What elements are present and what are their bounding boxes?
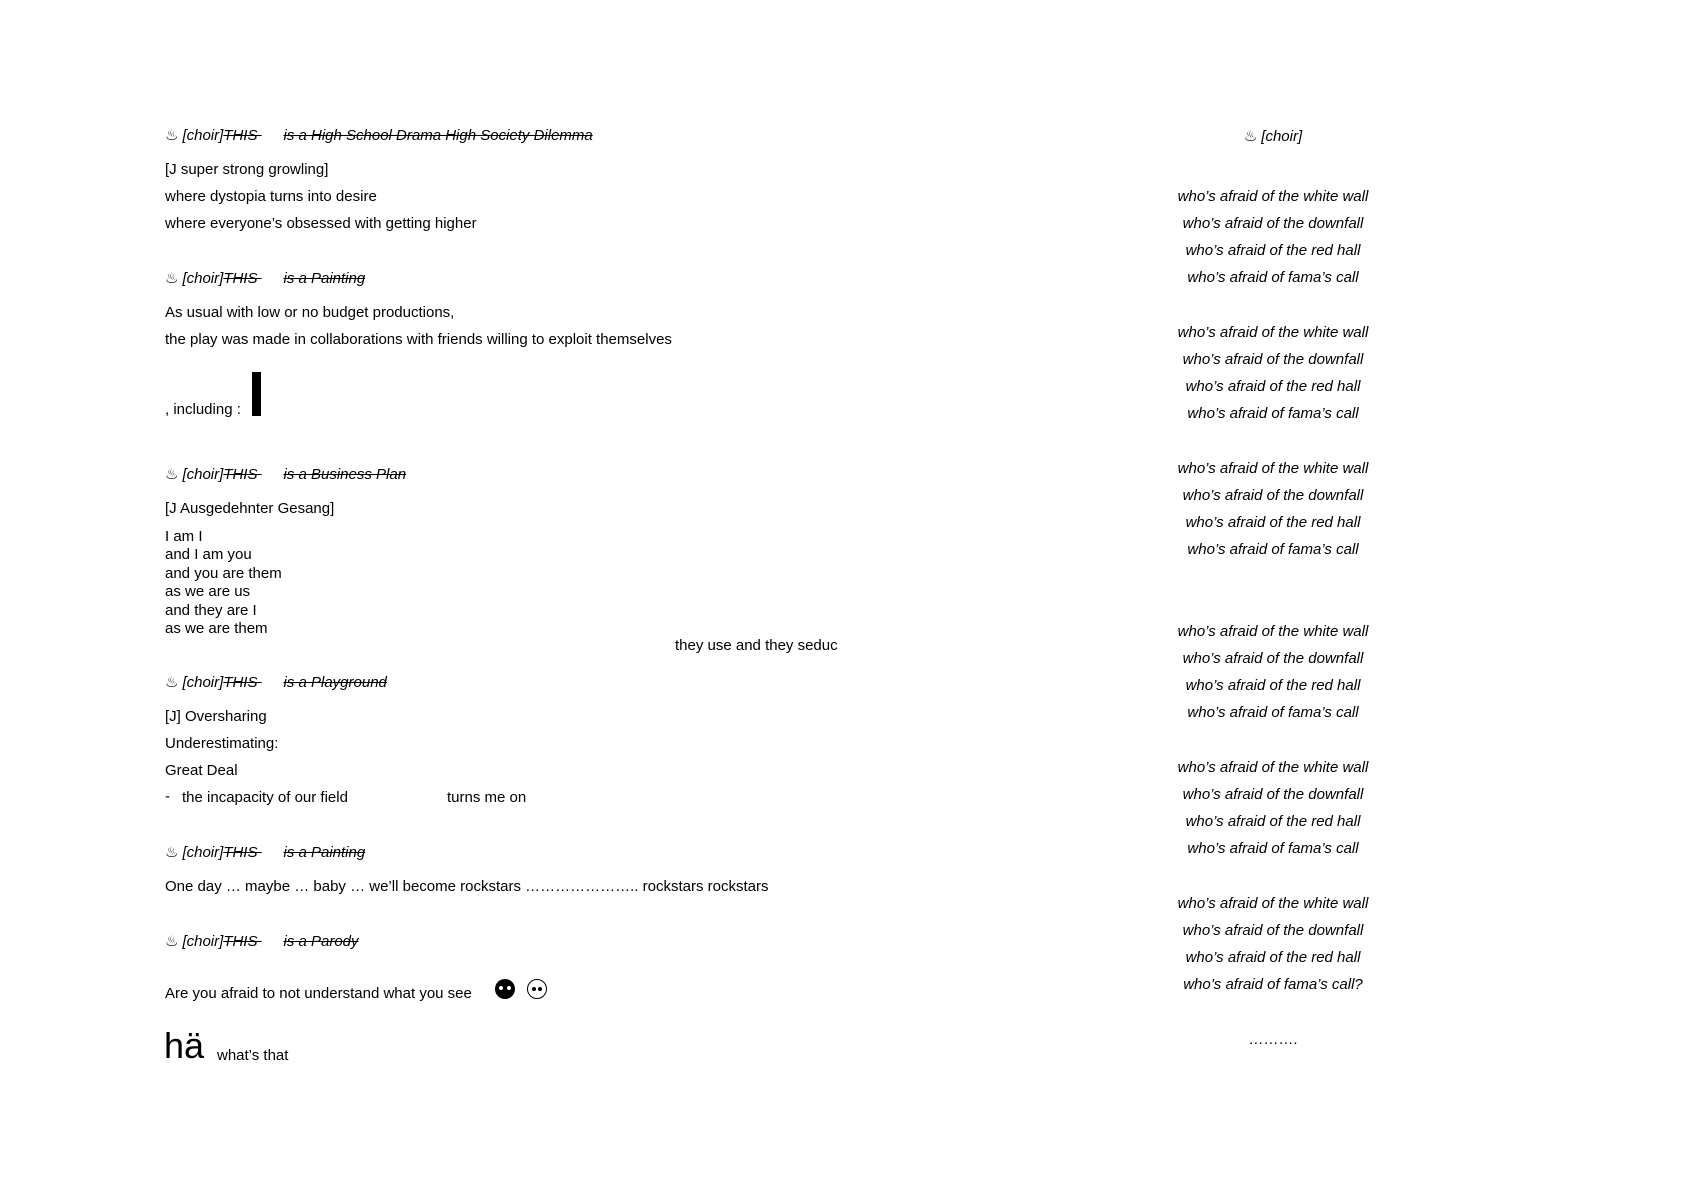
- refrain-line: who’s afraid of the downfall: [1182, 922, 1364, 939]
- text-line: the play was made in collaborations with friends willing to exploit themselves: [165, 331, 672, 348]
- stanza-line: and they are I: [165, 601, 257, 619]
- stanza: [165, 528, 282, 638]
- text-line: they use and they seduc: [675, 637, 838, 654]
- stanza-line: as we are them: [165, 620, 268, 638]
- refrain-line: who’s afraid of the red hall: [1185, 677, 1361, 694]
- refrain-line: who’s afraid of fama’s call: [1187, 840, 1359, 857]
- refrain-line: who’s afraid of the downfall: [1182, 351, 1364, 368]
- text-line: the incapacity of our field: [182, 789, 348, 806]
- choir-tag: [choir]: [182, 466, 224, 483]
- strike-this: THIS: [223, 466, 258, 483]
- refrain-line: who’s afraid of fama’s call: [1187, 541, 1359, 558]
- text-line: Underestimating:: [165, 735, 279, 752]
- refrain-line: who’s afraid of fama’s call: [1187, 405, 1359, 422]
- refrain-line: who’s afraid of the downfall: [1182, 786, 1364, 803]
- section-title: is a Parody: [283, 933, 359, 950]
- light-face-icon: [527, 979, 547, 999]
- ellipsis-line: ……….: [1248, 1031, 1298, 1048]
- lyric-line: where dystopia turns into desire: [165, 188, 377, 205]
- stanza-line: and I am you: [165, 546, 252, 564]
- text-line: , including :: [165, 401, 241, 418]
- choir-tag: [choir]: [182, 674, 224, 691]
- refrain-line: who’s afraid of the white wall: [1177, 895, 1369, 912]
- stage-direction: [J super strong growling]: [165, 161, 329, 178]
- dash: -: [165, 788, 170, 805]
- strike-this: THIS: [223, 933, 258, 950]
- choir-tag: [choir]: [182, 127, 224, 144]
- section-title: is a High School Drama High Society Dilemma: [283, 127, 593, 144]
- text-line: As usual with low or no budget productions,: [165, 304, 455, 321]
- choir-heading-6: [165, 933, 359, 951]
- refrain-line: who’s afraid of fama’s call: [1187, 269, 1359, 286]
- refrain-line: who’s afraid of the red hall: [1185, 949, 1361, 966]
- refrain-line: who’s afraid of the white wall: [1177, 623, 1369, 640]
- refrain-line: who’s afraid of the red hall: [1185, 242, 1361, 259]
- dark-face-icon: [495, 979, 515, 999]
- refrain-line: who’s afraid of the red hall: [1185, 378, 1361, 395]
- text-line: One day … maybe … baby … we’ll become rockstars ………………….. rockstars rockstars: [165, 878, 769, 895]
- strike-this: THIS: [223, 844, 258, 861]
- lyric-line: where everyone’s obsessed with getting higher: [165, 215, 477, 232]
- refrain-line: who’s afraid of the white wall: [1177, 188, 1369, 205]
- section-title: is a Painting: [283, 270, 366, 287]
- hot-springs-icon: ♨: [165, 466, 179, 483]
- choir-tag: [choir]: [182, 844, 224, 861]
- section-title: is a Painting: [283, 844, 366, 861]
- refrain-line: who’s afraid of the downfall: [1182, 487, 1364, 504]
- stage-direction: [J] Oversharing: [165, 708, 267, 725]
- refrain-line: who’s afraid of the red hall: [1185, 514, 1361, 531]
- hot-springs-icon: ♨: [165, 127, 179, 144]
- strike-this: THIS: [223, 127, 258, 144]
- choir-tag: [choir]: [182, 270, 224, 287]
- refrain-line: who’s afraid of the downfall: [1182, 215, 1364, 232]
- stage-direction: [J Ausgedehnter Gesang]: [165, 500, 335, 517]
- refrain-line: who’s afraid of the white wall: [1177, 759, 1369, 776]
- choir-heading-2: [165, 270, 365, 288]
- text-line: turns me on: [447, 789, 527, 806]
- stanza-line: and you are them: [165, 564, 282, 582]
- strike-gap: [257, 127, 283, 145]
- refrain-line: who’s afraid of the white wall: [1177, 460, 1369, 477]
- stanza-line: I am I: [165, 528, 203, 545]
- hot-springs-icon: ♨: [165, 270, 179, 287]
- text-line: Great Deal: [165, 762, 238, 779]
- strike-gap: [257, 466, 283, 484]
- choir-tag: [choir]: [1261, 128, 1303, 145]
- ha-large-text: hä: [164, 1025, 205, 1066]
- hot-springs-icon: ♨: [1243, 128, 1258, 145]
- strike-gap: [257, 844, 283, 862]
- strike-gap: [257, 270, 283, 288]
- choir-heading-4: [165, 674, 387, 692]
- hot-springs-icon: ♨: [165, 933, 179, 950]
- strike-this: THIS: [223, 270, 258, 287]
- text-line: Are you afraid to not understand what you see: [165, 985, 472, 1002]
- refrain-line: who’s afraid of fama’s call: [1187, 704, 1359, 721]
- choir-heading-3: [165, 466, 406, 484]
- black-bar: [252, 372, 261, 416]
- strike-this: THIS: [223, 674, 258, 691]
- section-title: is a Business Plan: [283, 466, 407, 483]
- stanza-line: as we are us: [165, 583, 251, 601]
- refrain-line: who’s afraid of fama’s call?: [1183, 976, 1363, 993]
- choir-heading-5: [165, 844, 365, 862]
- hot-springs-icon: ♨: [165, 844, 179, 861]
- strike-gap: [257, 933, 283, 951]
- choir-heading-1: [165, 127, 593, 145]
- text-line: what’s that: [217, 1047, 289, 1064]
- section-title: is a Playground: [283, 674, 387, 691]
- strike-gap: [257, 674, 283, 692]
- refrain-line: who’s afraid of the white wall: [1177, 324, 1369, 341]
- choir-tag: [choir]: [182, 933, 224, 950]
- refrain-line: who’s afraid of the red hall: [1185, 813, 1361, 830]
- refrain-line: who’s afraid of the downfall: [1182, 650, 1364, 667]
- hot-springs-icon: ♨: [165, 674, 179, 691]
